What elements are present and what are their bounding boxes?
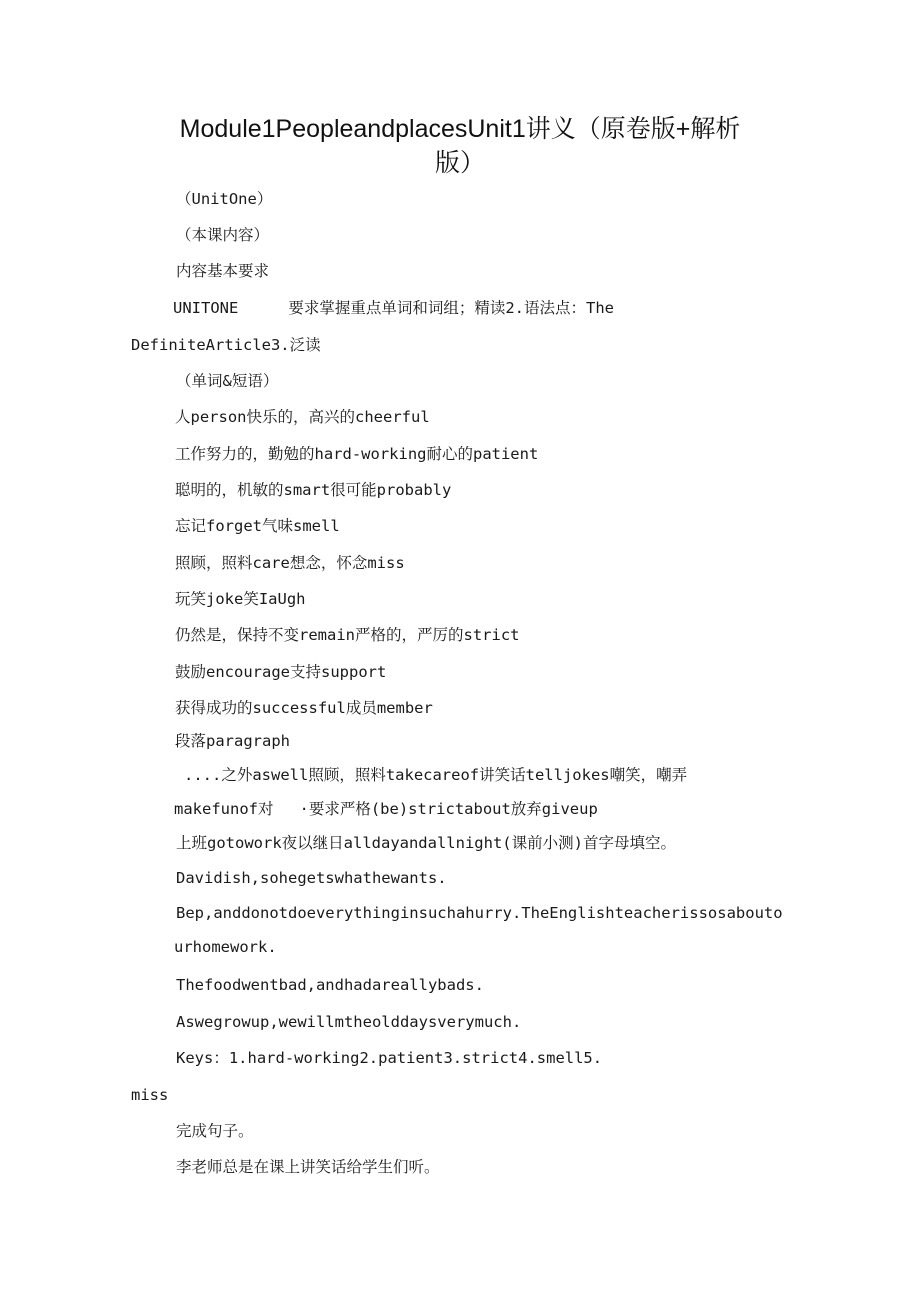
vocab-line: 获得成功的successful成员member <box>175 699 433 717</box>
answer-keys: Keys：1.hard-working2.patient3.strict4.smell5. <box>176 1049 603 1067</box>
exercise-question: Aswegrowup,wewillmtheolddaysverymuch. <box>176 1013 522 1031</box>
requirement-unit: UNITONE <box>173 299 239 317</box>
vocab-line: 段落paragraph <box>175 732 290 750</box>
vocab-line: 仍然是，保持不变remain严格的，严厉的strict <box>175 626 520 644</box>
document-title-line-1: Module1PeopleandplacesUnit1讲义（原卷版+解析 <box>179 115 741 143</box>
vocab-line: 人person快乐的，高兴的cheerful <box>175 408 430 426</box>
sentence-prompt: 李老师总是在课上讲笑话给学生们听。 <box>176 1158 440 1176</box>
lesson-content-label: （本课内容） <box>176 226 270 244</box>
vocab-line: 工作努力的，勤勉的hard-working耐心的patient <box>175 445 539 463</box>
requirement-row-continued: DefiniteArticle3.泛读 <box>131 336 321 354</box>
exercise-question-continued: urhomework. <box>174 938 277 956</box>
exercise-question: Davidish,sohegetswhathewants. <box>176 869 447 887</box>
exercise-question: Bep,anddonotdoeverythinginsuchahurry.TheEnglishteacherissosabouto <box>176 904 783 922</box>
vocab-line: 聪明的，机敏的smart很可能probably <box>175 481 452 499</box>
vocab-line: 鼓励encourage支持support <box>175 663 387 681</box>
unit-one-label: （UnitOne） <box>176 190 273 208</box>
phrase-fragment: ·要求严格(be)strictabout放弃giveup <box>299 800 598 818</box>
requirement-row <box>173 297 614 319</box>
complete-sentences-heading: 完成句子。 <box>176 1122 254 1140</box>
exercise-question: Thefoodwentbad,andhadareallybads. <box>176 976 484 994</box>
requirement-text: 要求掌握重点单词和词组；精读2.语法点：The <box>288 299 614 317</box>
phrase-line <box>174 798 598 820</box>
answer-keys-continued: miss <box>131 1086 169 1104</box>
phrase-line: ....之外aswell照顾，照料takecareof讲笑话telljokes嘲笑，嘲弄 <box>184 766 688 784</box>
phrase-line: 上班gotowork夜以继日alldayandallnight(课前小测)首字母填空。 <box>176 834 676 852</box>
content-requirements-heading: 内容基本要求 <box>176 262 270 280</box>
vocab-line: 照顾，照料care想念，怀念miss <box>175 554 405 572</box>
phrase-fragment: makefunof对 <box>174 800 274 818</box>
document-title-line-2: 版） <box>434 149 485 177</box>
vocab-heading: （单词&短语） <box>176 372 279 390</box>
vocab-line: 忘记forget气味smell <box>175 517 340 535</box>
vocab-line: 玩笑joke笑IaUgh <box>175 590 306 608</box>
